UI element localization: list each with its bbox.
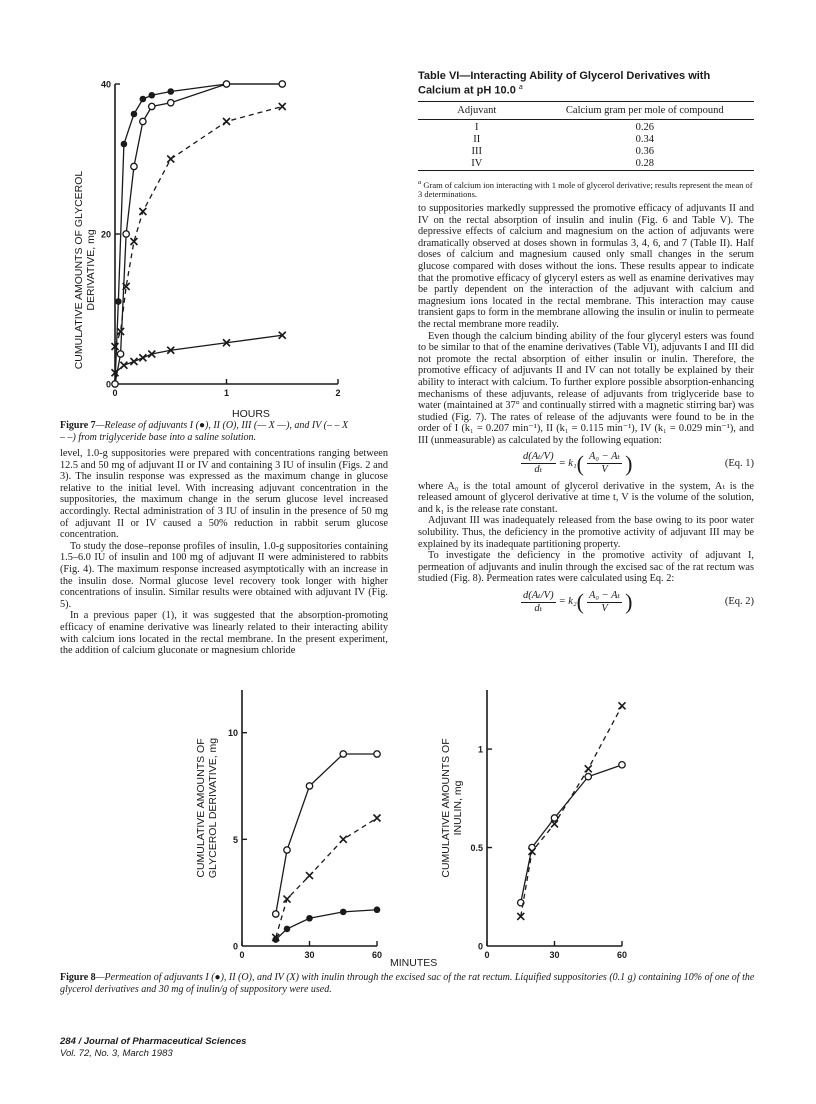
fig8-xlabel: MINUTES (390, 957, 438, 969)
fig8b-series-ii-point (585, 773, 591, 779)
fig7-x-tick-label: 0 (112, 388, 118, 398)
table-6-cell-value: 0.36 (635, 145, 654, 157)
fig8a-series-i-line (276, 910, 377, 940)
fig7-series-iv-point (130, 238, 137, 245)
fig8b-plot-area (470, 690, 627, 958)
fig7-series-i-point (121, 141, 128, 148)
fig8a-series-iv-point (374, 815, 381, 822)
fig7-series-iv-line (115, 107, 282, 347)
fig8a-series-i-point (340, 909, 347, 916)
eq2-label: (Eq. 2) (724, 596, 754, 608)
table-6-grid (418, 101, 754, 171)
table-6-title-mark: a (518, 84, 523, 91)
table-6-row (418, 146, 754, 158)
fig8a-y-tick-label: 5 (232, 834, 238, 845)
right-paragraph-4: Adjuvant III was inadequately released from the base owing to its poor water solubility. Thus, the deficiency in the promotive activity of adjuvant III may be explained by its inadequate partitioning property. (418, 515, 754, 550)
fig8b-y-tick-label: 0 (477, 941, 483, 952)
fig7-series-iii-point (120, 362, 127, 369)
fig7-series-ii-point (140, 118, 146, 124)
table-6-row (418, 158, 754, 171)
fig7-plot-area (101, 80, 341, 399)
fig7-series-ii-point (112, 381, 118, 387)
fig7-series-iv-point (279, 103, 286, 110)
eq1-rhs-den: V (601, 464, 608, 476)
fig7-series-iii-point (130, 358, 137, 365)
fig8b-ylabel-line2: INULIN, mg (452, 780, 464, 836)
fig8a-series-i-point (374, 906, 381, 913)
fig8a-series-iv-point (284, 896, 291, 903)
figure-8a-chart (190, 688, 405, 958)
fig8a-y-tick-label: 0 (232, 941, 238, 952)
figure-8b-chart (435, 688, 650, 958)
fig7-series-ii-point (149, 103, 155, 109)
fig8-caption-label: Figure 8 (60, 972, 96, 983)
table-6-footnote (418, 178, 754, 200)
fig7-ylabel-line2: DERIVATIVE, mg (85, 229, 97, 311)
fig8a-ylabel-line2: GLYCEROL DERIVATIVE, mg (207, 737, 219, 879)
right-paragraph-5: To investigate the deficiency in the promotive activity of adjuvant I, permeation of adjuvants and inulin through the excised sac of the rat rectum was studied (Fig. 8). Permeation rates were calculated using Eq. 2: (418, 550, 754, 585)
fig8a-series-ii-point (374, 751, 380, 757)
table-6 (418, 70, 754, 199)
fig7-caption-label: Figure 7 (60, 420, 96, 431)
footer-page-line: 284 / Journal of Pharmaceutical Sciences (60, 1036, 247, 1047)
right-paragraph-3: where A₀ is the total amount of glycerol derivative in the system, Aₜ is the released amount of glycerol derivative at time t, V is the volume of the solution, and k₁ is the release rate constant. (418, 480, 754, 515)
fig8b-series-iv-line (521, 706, 622, 917)
eq2-rhs-den: V (601, 602, 608, 614)
fig8b-y-tick-label: 0.5 (470, 843, 483, 854)
eq1-lhs-num: d(Aₜ/V) (523, 451, 554, 463)
fig7-ylabel-line1: CUMULATIVE AMOUNTS OF GLYCEROL (73, 170, 85, 370)
table-6-cell-adjuvant: IV (471, 157, 483, 169)
left-paragraph: To study the dose–reponse profiles of insulin, 1.0-g suppositories containing 1.5–6.0 IU of insulin and 100 mg of adjuvant II were administered to rabbits (Fig. 4). The maximum response increased asymptotically with an increase in the insulin dose. Normal glucose level recovery took longer with higher concentrations of insulin. Similar results were obtained with adjuvant IV (Fig. 5). (60, 540, 388, 610)
fig8a-series-iv-point (306, 872, 313, 879)
table-6-cell-value: 0.34 (635, 133, 654, 145)
fig7-y-tick-label: 20 (100, 229, 111, 240)
fig7-x-tick-label: 2 (335, 388, 341, 398)
fig7-xlabel: HOURS (232, 408, 270, 420)
table-6-cell-adjuvant: I (475, 121, 479, 133)
fig7-series-i-point (115, 298, 122, 305)
table-6-cell-value: 0.28 (635, 157, 654, 169)
fig7-series-ii-point (117, 351, 123, 357)
eq2-rhs-num: A₀ − Aₜ (588, 590, 621, 601)
table-6-cell-value: 0.26 (635, 121, 654, 133)
fig8a-x-tick-label: 30 (304, 950, 315, 958)
fig8a-series-ii-line (276, 754, 377, 914)
left-paragraph: level, 1.0-g suppositories were prepared with concentrations ranging between 12.5 and 50 mg of adjuvant II or IV and containing 3 IU of insulin (Figs. 2 and 3). The insulin response was expressed as the maximum change in glucose relative to the initial level. With increasing adjuvant concentration in the suppositories, the maximum change in the serum glucose level increased accordingly. Rectal administration of 3 IU of insulin in the presence of 50 mg of adjuvant II or IV caused a 50% reduction in rabbit serum glucose concentration. (60, 448, 388, 541)
fig8b-series-ii-point (551, 815, 557, 821)
table-6-footnote-text: Gram of calcium ion interacting with 1 mole of glycerol derivative; results represent the mean of 3 determinations. (418, 179, 753, 199)
table-6-title-text: Table VI—Interacting Ability of Glycerol Derivatives with Calcium at pH 10.0 (418, 70, 711, 97)
fig7-caption (60, 420, 350, 443)
fig8a-x-tick-label: 60 (371, 950, 383, 958)
figure-7-chart (60, 70, 360, 415)
table-6-title (418, 70, 754, 97)
table-6-row (418, 134, 754, 146)
eq1-rhs-num: A₀ − Aₜ (588, 451, 621, 463)
fig7-y-tick-label: 40 (100, 79, 111, 90)
table-6-header-adjuvant: Adjuvant (457, 104, 497, 116)
fig8a-series-ii-point (273, 911, 279, 917)
fig8b-y-tick-label: 1 (477, 744, 483, 755)
right-paragraph-1: to suppositories markedly suppressed the promotive efficacy of adjuvants II and IV on the rectal absorption of insulin and inulin (Fig. 6 and Table V). The depressive effects of calcium and magnesium on the action of adjuvants were dramatically observed at doses shown in formulas 3, 4, 6, and 7 (Table II). Half doses of calcium and magnesium caused only small changes in the serum glucose compared with doses without the ions. These results appear to indicate that the promotive efficacy of glyceryl esters as well as enamine derivatives may be partly dependent on the interaction of the adjuvant with calcium and magnesium ions located in the rectal membrane. This interaction may cause transient gaps to form in the membrane allowing the insulin or inulin to permeate the rectal membrane more readily. (418, 203, 754, 330)
equation-2: $\frac{\text{d(Aₜ/V)}}{\text{dₜ}}$ = k₂ ( $\frac{\text{A₀ − Aₜ}}{V}$ ) (Eq. 2) (523, 589, 754, 615)
table-6-row (418, 119, 754, 134)
fig8b-series-iv-point (619, 702, 626, 709)
eq2-lhs-num: d(Aₜ/V) (523, 590, 554, 601)
eq2-lhs-den: dₜ (534, 602, 543, 614)
table-6-header-calcium: Calcium gram per mole of compound (565, 104, 724, 116)
equation-1: $\frac{\text{d(Aₜ/V)}}{\text{dₜ}}$ = k₁ ( $\frac{\text{A₀ − Aₜ}}{V}$ ) (Eq. 1) (523, 450, 754, 476)
fig7-series-i-point (167, 88, 174, 95)
fig7-series-ii-point (131, 163, 137, 169)
fig8a-y-tick-label: 10 (227, 728, 238, 739)
fig7-series-ii-point (223, 81, 229, 87)
fig8b-x-tick-label: 0 (484, 950, 490, 958)
fig7-y-tick-label: 0 (105, 379, 111, 390)
fig7-series-iv-point (167, 156, 174, 163)
fig7-series-ii-point (279, 81, 285, 87)
fig8b-x-tick-label: 60 (616, 950, 628, 958)
fig8a-series-ii-point (306, 783, 312, 789)
table-6-cell-adjuvant: III (471, 145, 483, 157)
fig7-series-i-point (131, 111, 138, 118)
fig8a-plot-area (228, 690, 382, 958)
eq1-k: = k₁ (558, 457, 577, 469)
fig8a-series-ii-point (340, 751, 346, 757)
fig8a-series-iv-point (340, 836, 347, 843)
fig8b-series-ii-point (619, 762, 625, 768)
fig8b-x-tick-label: 30 (549, 950, 560, 958)
fig8b-series-ii-line (521, 765, 622, 903)
right-column-text (418, 203, 754, 614)
fig8a-series-i-point (284, 926, 291, 933)
fig7-x-tick-label: 1 (223, 388, 230, 398)
fig7-series-i-point (140, 96, 147, 103)
footer-issue-line: Vol. 72, No. 3, March 1983 (60, 1048, 173, 1059)
fig8b-series-iv-point (585, 765, 592, 772)
eq1-label: (Eq. 1) (724, 457, 754, 469)
fig8a-series-iv-line (276, 818, 377, 937)
fig8-caption (60, 972, 760, 995)
table-6-cell-adjuvant: II (473, 133, 481, 145)
fig7-series-iii-point (139, 354, 146, 361)
fig8a-series-i-point (306, 915, 313, 922)
left-column-text (60, 448, 388, 657)
fig7-series-i-point (148, 92, 155, 99)
fig7-caption-text: —Release of adjuvants I (●), II (O), III (— X —), and IV (– – X – –) from triglyceride base into a saline solution. (60, 420, 349, 443)
left-paragraph: In a previous paper (1), it was suggested that the absorption-promoting efficacy of enamine derivative was linearly related to their interacting ability with calcium ions located in the rectal membrane. In the present experiment, the addition of calcium gluconate or magnesium chloride (60, 610, 388, 657)
right-paragraph-2: Even though the calcium binding ability of the four glyceryl esters was found to be similar to that of the enamine derivatives (Table VI), adjuvants I and III did not promote the rectal absorption of either insulin or inulin. Therefore, the promotive efficacy of adjuvants II and IV can not totally be explained by their ability to interact with calcium. To further explore possible absorption-enhancing mechanisms of these adjuvants, release of adjuvants from triglyceride base to water (maintained at 37° and continually stirred with a magnetic stirring bar) was studied (Fig. 7). The rates of release of the adjuvants were found to be in the order of I (k₁ = 0.207 min⁻¹), II (k₁ = 0.115 min⁻¹), IV (k₁ = 0.029 min⁻¹), and III (unmeasurable) as calculated by the following equation: (418, 330, 754, 446)
fig7-series-iv-point (223, 118, 230, 125)
fig8b-ylabel-line1: CUMULATIVE AMOUNTS OF (440, 738, 452, 878)
fig8a-x-tick-label: 0 (239, 950, 245, 958)
fig7-series-ii-point (123, 231, 129, 237)
fig8a-ylabel-line1: CUMULATIVE AMOUNTS OF (195, 738, 207, 878)
page-footer (60, 1036, 246, 1060)
eq2-k: = k₂ (558, 596, 577, 608)
table-6-footnote-mark: a (418, 178, 422, 186)
fig7-series-iv-point (139, 208, 146, 215)
fig7-series-ii-point (168, 100, 174, 106)
fig8a-series-ii-point (284, 847, 290, 853)
fig8-caption-text: —Permeation of adjuvants I (●), II (O), and IV (X) with inulin through the excised sac of the rat rectum. Liquified suppositories (0.1 g) containing 10% of one of the glycerol derivatives and 30 mg of inulin/g of suppository were used. (60, 972, 755, 995)
eq1-lhs-den: dₜ (534, 464, 543, 476)
